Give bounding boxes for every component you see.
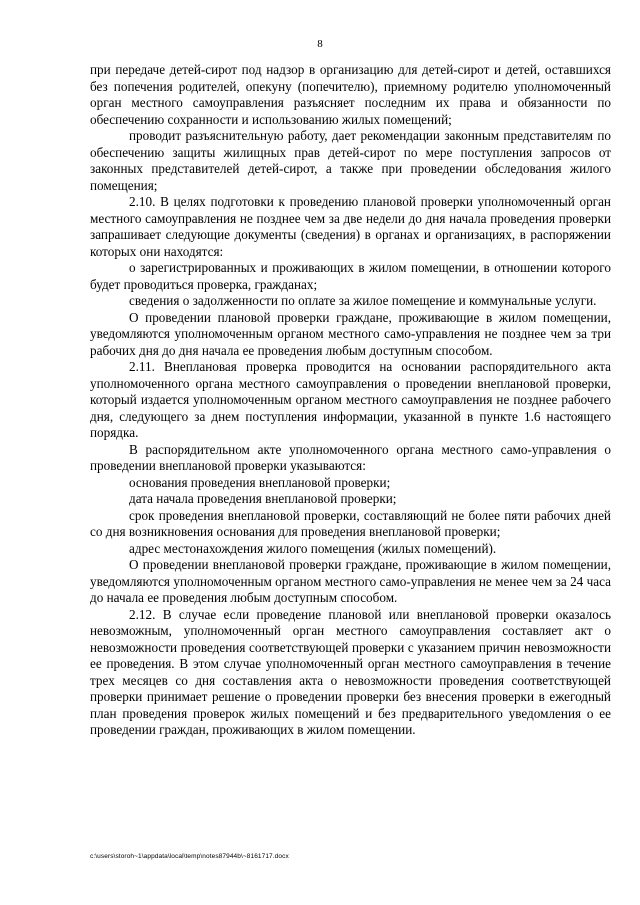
paragraph: 2.11. Внеплановая проверка проводится на основании распорядительного акта уполномоченного органа местного самоуправления о проведении внеплановой проверки, который издается уполномоченным органом местного самоуправления не позднее рабочего дня, следующего за днем поступления информации, указанной в пункте 1.6 настоящего порядка. xyxy=(90,359,611,440)
paragraph: дата начала проведения внеплановой проверки; xyxy=(129,491,397,506)
paragraph: при передаче детей-сирот под надзор в организацию для детей-сирот и детей, оставшихся без попечения родителей, опекуну (попечителю), приемному родителю уполномоченный орган местного самоуправления разъясняет последним их права и обязанности по обеспечению сохранности и использованию жилых помещений; xyxy=(90,62,611,127)
paragraph: срок проведения внеплановой проверки, составляющий не более пяти рабочих дней со дня возникновения основания для проведения внеплановой проверки; xyxy=(90,507,611,539)
document-body xyxy=(90,62,611,739)
paragraph: В распорядительном акте уполномоченного органа местного само-управления о проведении внеплановой проверки указываются: xyxy=(90,441,611,473)
paragraph: О проведении плановой проверки граждане, проживающие в жилом помещении, уведомляются уполномоченным органом местного само-управления не позднее чем за три рабочих дня до дня начала ее проведения любым доступным способом. xyxy=(90,309,611,358)
paragraph: адрес местонахождения жилого помещения (жилых помещений). xyxy=(129,540,497,556)
paragraph: сведения о задолженности по оплате за жилое помещение и коммунальные услуги. xyxy=(129,293,597,308)
paragraph: проводит разъяснительную работу, дает рекомендации законным представителям по обеспечению защиты жилищных прав детей-сирот по мере поступления запросов от законных представителей детей-сирот, а также при проведении обследования жилого помещения; xyxy=(90,128,611,193)
paragraph: о зарегистрированных и проживающих в жилом помещении, в отношении которого будет проводиться проверка, гражданах; xyxy=(90,260,611,292)
paragraph: О проведении внеплановой проверки граждане, проживающие в жилом помещении, уведомляются уполномоченным органом местного само-управления не менее чем за 24 часа до начала ее проведения любым доступным способом. xyxy=(90,557,611,605)
file-path-footer: c:\users\storoh~1\appdata\local\temp\notes87944b\~8161717.docx xyxy=(90,853,289,860)
page-number: 8 xyxy=(317,38,323,50)
paragraph: 2.10. В целях подготовки к проведению плановой проверки уполномоченный орган местного самоуправления не позднее чем за две недели до дня начала проведения проверки запрашивает следующие документы (сведения) в органах и организациях, в распоряжении которых они находятся: xyxy=(90,194,611,259)
paragraph: 2.12. В случае если проведение плановой или внеплановой проверки оказалось невозможным, уполномоченный орган местного самоуправления составляет акт о невозможности проведения соответствующей проверки с указанием причин невозможности ее проведения. В этом случае уполномоченный орган местного самоуправления в течение трех месяцев со дня составления акта о невозможности проведения соответствующей проверки принимает решение о проведении проверки без внесения проверки в ежегодный план проведения проверок жилых помещений и без предварительного уведомления о ее проведении граждан, проживающих в жилом помещении. xyxy=(90,606,611,737)
paragraph: основания проведения внеплановой проверки; xyxy=(129,474,391,490)
